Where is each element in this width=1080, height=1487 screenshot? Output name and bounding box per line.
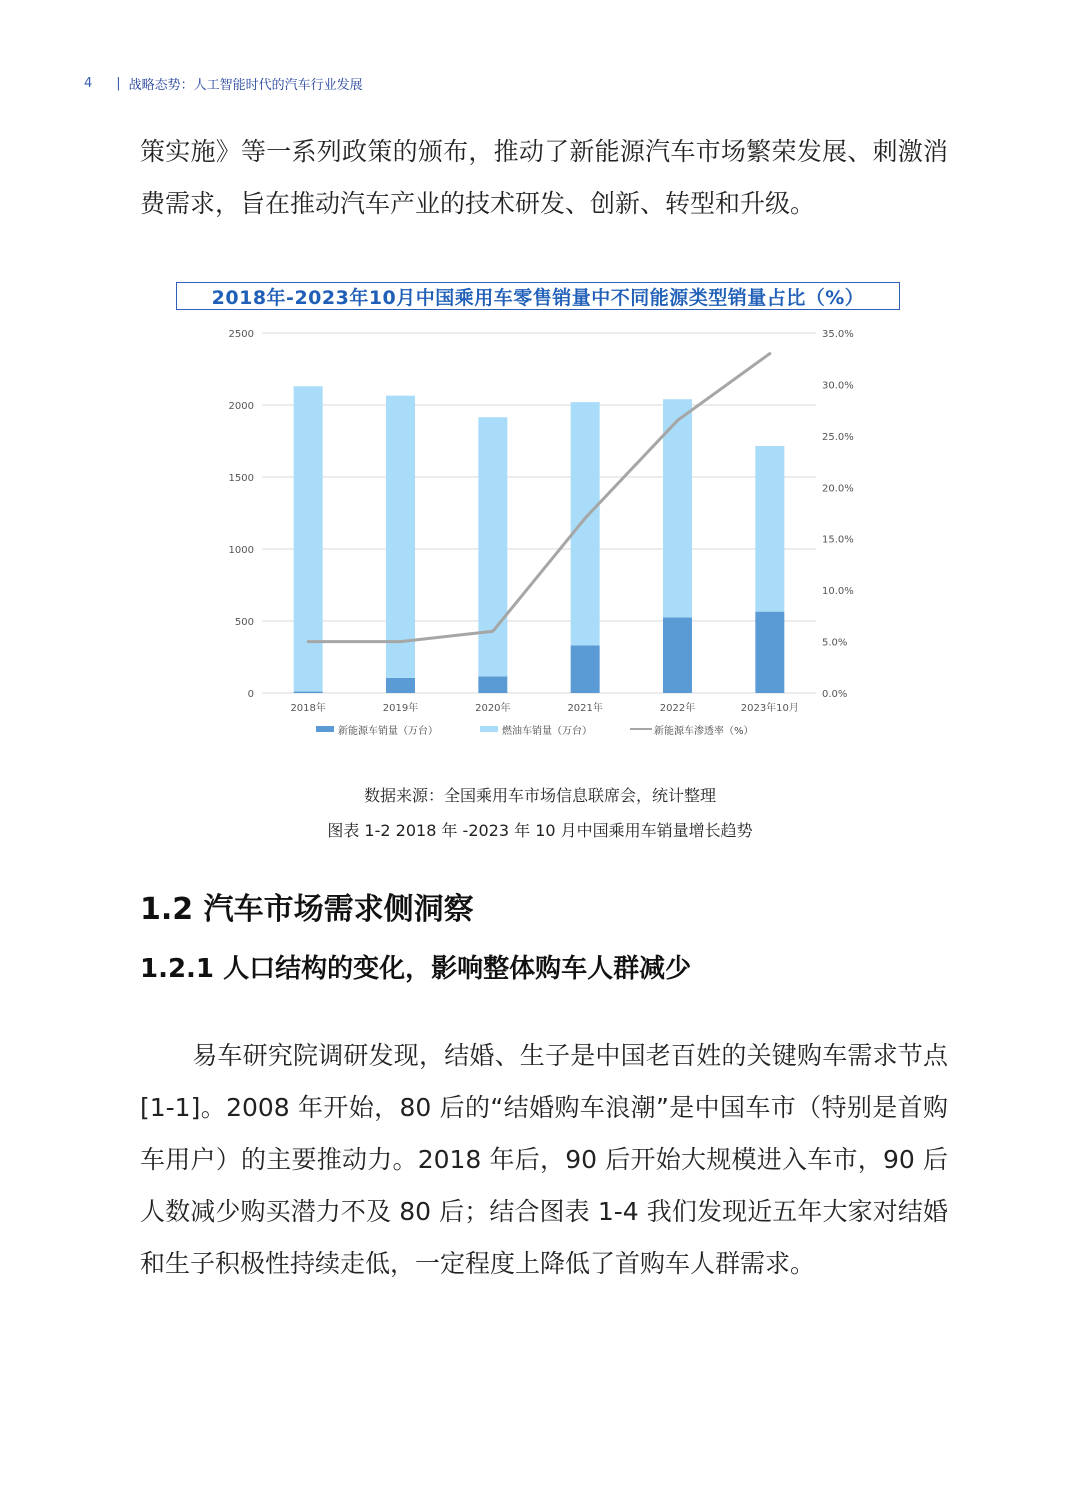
y-right-tick-label: 20.0% (822, 483, 854, 495)
penetration-rate-line (308, 354, 770, 642)
page-header (84, 74, 363, 93)
y-left-tick-label: 2000 (228, 401, 254, 412)
line-point (584, 517, 587, 520)
page-number: 4 (84, 76, 93, 91)
bar-segment (571, 645, 600, 693)
body-paragraph (140, 1030, 948, 1290)
line-point (307, 640, 310, 643)
line-point (676, 419, 679, 422)
line-point (399, 640, 402, 643)
bar-segment (571, 402, 600, 645)
bar-segment (663, 617, 692, 693)
source-caption: 数据来源：全国乘用车市场信息联席会，统计整理 (363, 786, 716, 805)
y-right-tick-label: 15.0% (822, 534, 854, 546)
x-tick-label: 2021年 (567, 703, 603, 714)
subsection-heading: 1.2.1 人口结构的变化，影响整体购车人群减少 (140, 954, 692, 984)
chart-title (176, 282, 900, 310)
bar-segment (755, 612, 784, 693)
y-left-tick-label: 2500 (228, 329, 254, 340)
bar-segment (294, 386, 323, 691)
legend-label: 新能源车销量（万台） (338, 726, 438, 737)
x-tick-label: 2023年10月 (740, 703, 799, 714)
legend-swatch (316, 726, 334, 732)
x-tick-label: 2022年 (659, 703, 696, 714)
legend-swatch (480, 726, 498, 732)
running-header-title: 战略态势：人工智能时代的汽车行业发展 (128, 78, 363, 93)
y-right-tick-label: 5.0% (822, 637, 848, 649)
bar-segment (386, 396, 415, 678)
x-tick-label: 2019年 (382, 703, 419, 714)
y-right-tick-label: 25.0% (822, 431, 854, 443)
bar-segment (478, 676, 507, 693)
y-right-tick-label: 0.0% (822, 689, 848, 700)
line-point (491, 630, 494, 633)
y-left-tick-label: 0 (247, 689, 254, 700)
y-left-tick-label: 500 (234, 617, 254, 628)
figure-caption: 图表 1-2 2018 年 -2023 年 10 月中国乘用车销量增长趋势 (327, 821, 753, 840)
bar-segment (755, 446, 784, 612)
bar-segment (478, 417, 507, 676)
bar-segment (386, 678, 415, 693)
body-paragraph-text: 易车研究院调研发现，结婚、生子是中国老百姓的关键购车需求节点 [1-1]。2008 年开始，80 后的“结婚购车浪潮”是中国车市（特别是首购车用户）的主要推动力。2018 年后，90 后开始大规模进入车市，90 后人数减少购买潜力不及 80 后；结合图表 1-4 我们发现近五年大家对结婚和生子积极性持续走低，一定程度上降低了首购车人群需求。 (140, 1041, 948, 1278)
y-right-tick-label: 35.0% (822, 329, 854, 340)
y-left-tick-label: 1500 (228, 473, 254, 484)
sales-chart (180, 316, 900, 746)
x-tick-label: 2020年 (475, 703, 511, 714)
section-heading: 1.2 汽车市场需求侧洞察 (140, 892, 474, 927)
y-right-tick-label: 10.0% (822, 586, 854, 598)
y-left-tick-label: 1000 (228, 545, 254, 556)
line-point (768, 352, 771, 355)
chart-title-text: 2018年-2023年10月中国乘用车零售销量中不同能源类型销量占比（%） (211, 286, 865, 309)
x-tick-label: 2018年 (290, 703, 326, 714)
legend-label: 燃油车销量（万台） (502, 726, 592, 737)
legend-label: 新能源车渗透率（%） (654, 726, 754, 737)
y-right-tick-label: 30.0% (822, 380, 854, 392)
bar-segment (294, 692, 323, 693)
header-separator: | (116, 76, 121, 91)
intro-paragraph: 策实施》等一系列政策的颁布，推动了新能源汽车市场繁荣发展、刺激消费需求，旨在推动汽车产业的技术研发、创新、转型和升级。 (140, 137, 948, 218)
